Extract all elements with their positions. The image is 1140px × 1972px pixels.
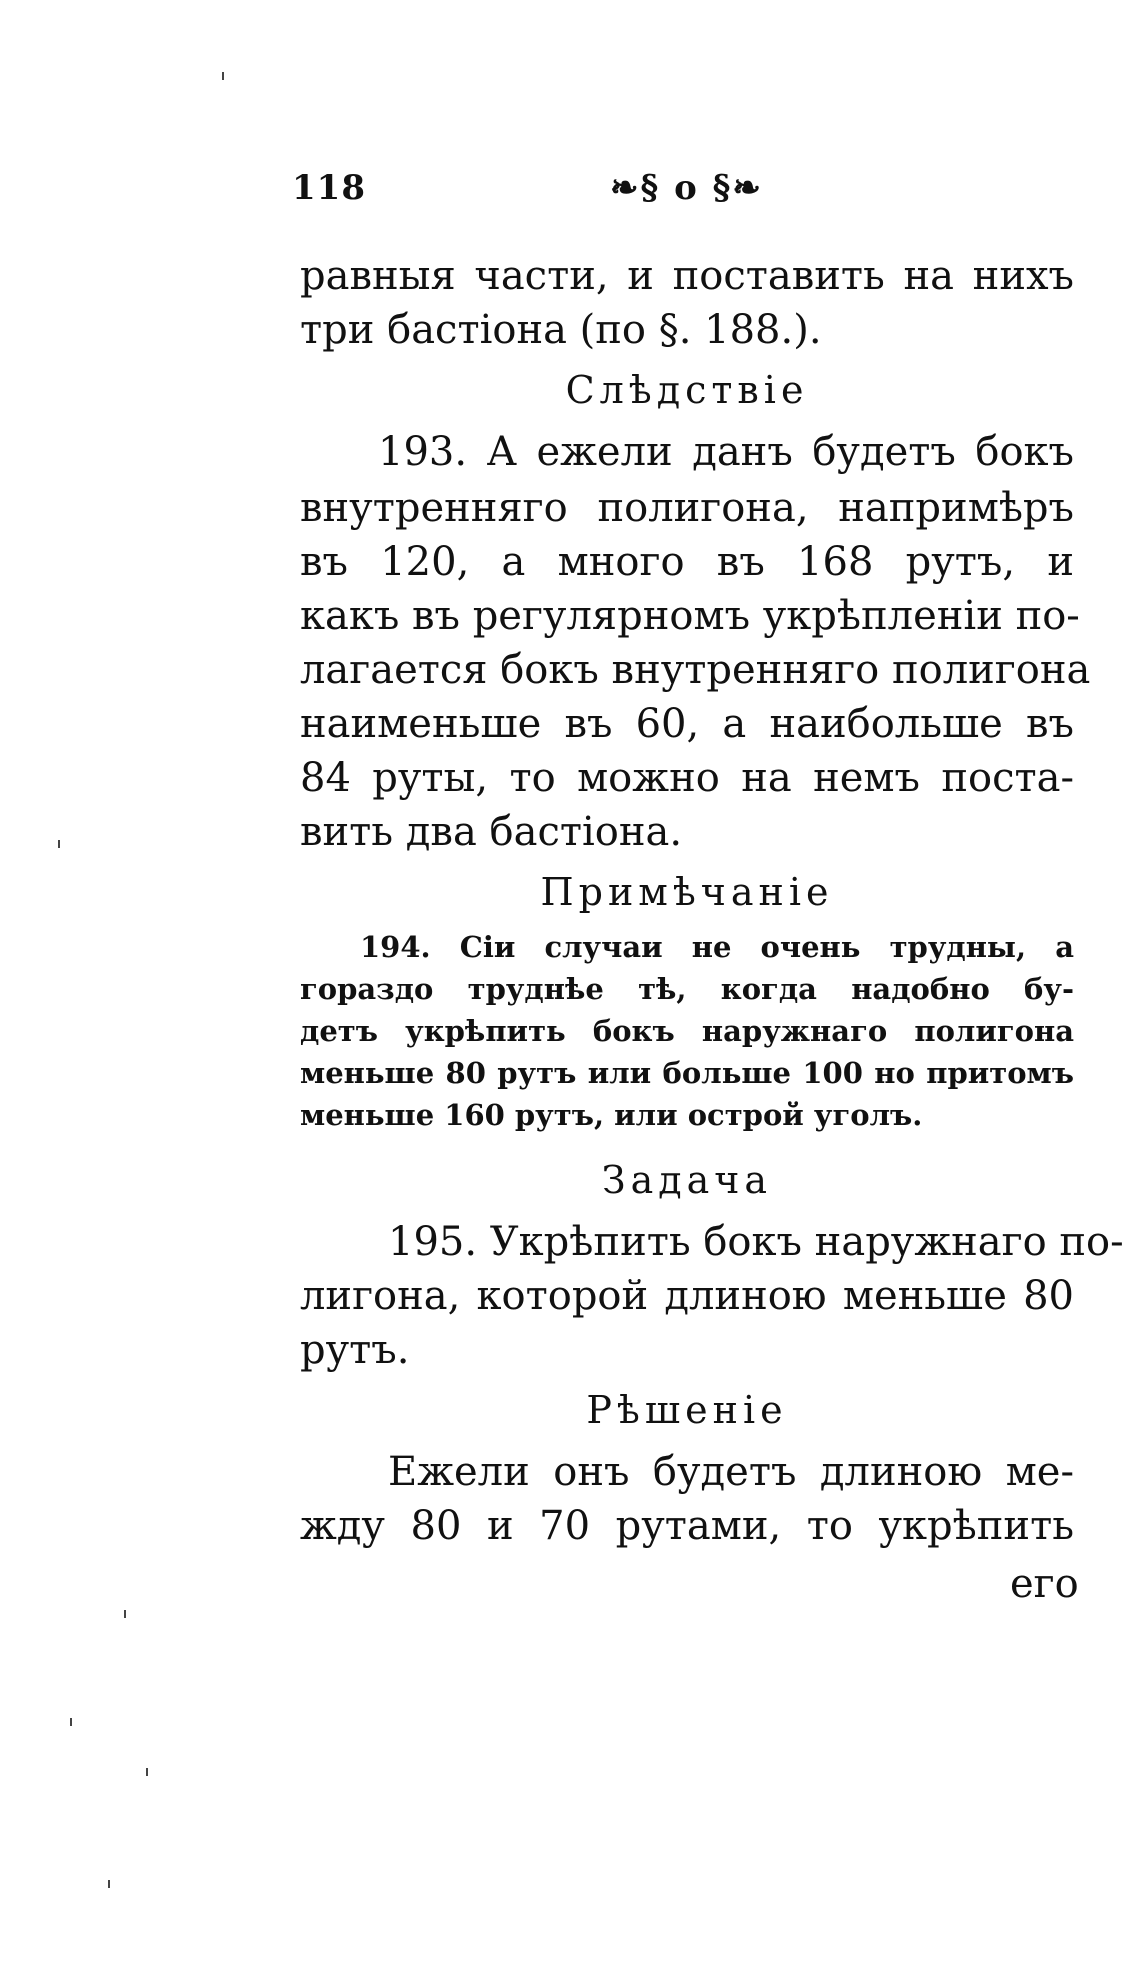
section-heading-corollary: Слѣдствіе [565,368,809,412]
scan-speck [124,1610,126,1618]
text-line: внутренняго полигона, напримѣръ [300,485,1074,531]
text-line: Ежели онъ будетъ длиною ме- [388,1449,1074,1495]
note-line: гораздо труднѣе тѣ, когда надобно бу- [300,972,1074,1006]
section-heading-remark: Примѣчаніе [540,870,834,914]
text-line: въ 120, а много въ 168 рутъ, и [300,539,1074,585]
scan-speck [58,840,60,848]
note-line: 194. Сіи случаи не очень трудны, а [360,930,1074,964]
text-line: рутъ. [300,1327,410,1373]
text-line: лигона, которой длиною меньше 80 [300,1273,1074,1319]
scan-speck [108,1880,110,1888]
text-line: равныя части, и поставить на нихъ [300,253,1074,299]
note-line: меньше 80 рутъ или больше 100 но притомъ [300,1056,1074,1090]
running-header [292,168,1072,218]
scan-speck [146,1768,148,1776]
section-heading-problem: Задача [601,1158,773,1202]
text-line: вить два бастіона. [300,809,683,855]
header-ornament: ❧§ o §❧ [610,168,763,208]
text-line: три бастіона (по §. 188.). [300,307,822,353]
note-line: меньше 160 рутъ, или острой уголъ. [300,1098,923,1132]
text-line: 193. А ежели данъ будетъ бокъ [378,429,1074,475]
catchword: его [1010,1561,1079,1607]
scan-speck [222,72,224,80]
section-heading-solution: Рѣшеніе [586,1388,788,1432]
text-line: наименьше въ 60, а наибольше въ [300,701,1074,747]
page-number: 118 [292,168,366,208]
text-line: какъ въ регулярномъ укрѣпленіи по- [300,593,1080,639]
text-line: лагается бокъ внутренняго полигона [300,647,1091,693]
text-line: 84 руты, то можно на немъ поста- [300,755,1074,801]
text-line: жду 80 и 70 рутами, то укрѣпить [300,1503,1074,1549]
scan-speck [70,1718,72,1726]
note-line: детъ укрѣпить бокъ наружнаго полигона [300,1014,1074,1048]
text-line: 195. Укрѣпить бокъ наружнаго по- [388,1219,1124,1265]
